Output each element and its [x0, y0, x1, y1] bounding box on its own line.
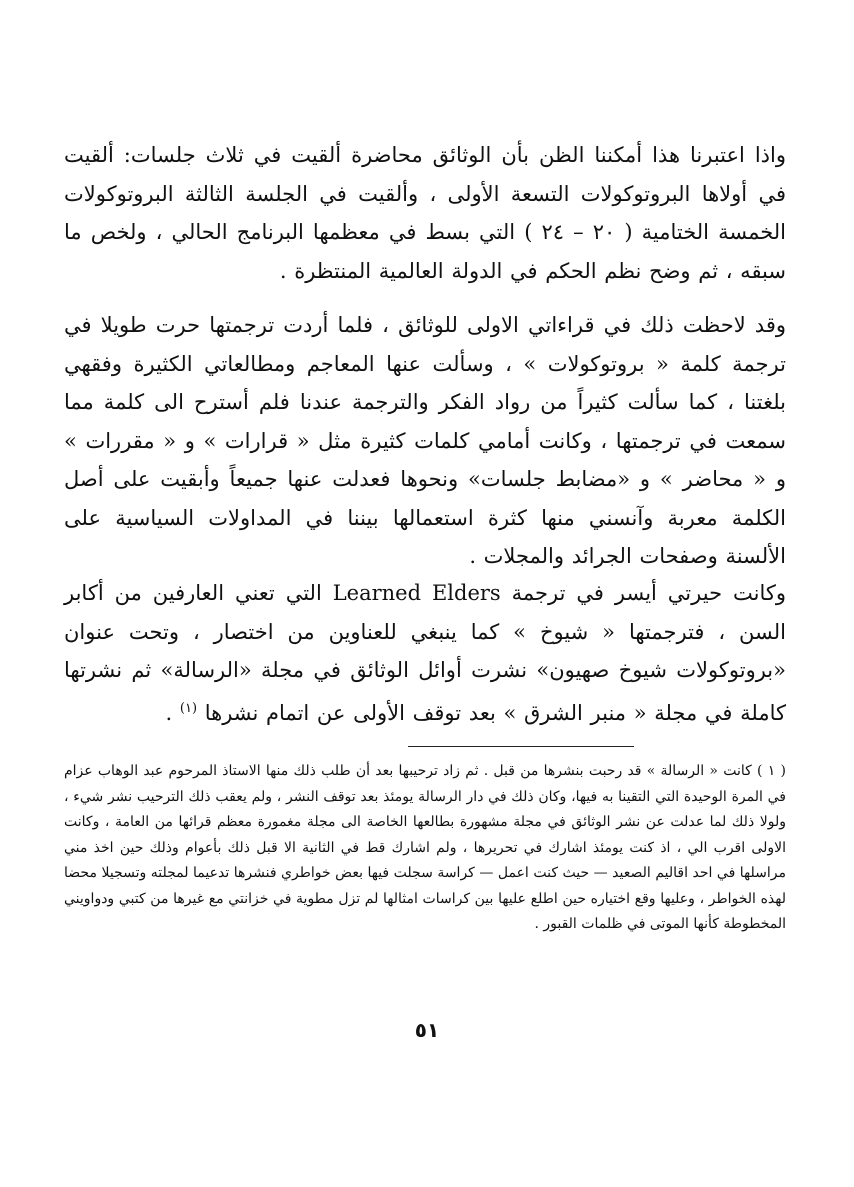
- page-number: ٥١: [414, 1018, 440, 1042]
- paragraph-3-end: .: [165, 700, 180, 725]
- paragraph-3: [64, 574, 786, 732]
- paragraph-3-text: وكانت حيرتي أيسر في ترجمة Learned Elders التي تعني العارفين من أكابر السن ، فترجمتها « شيوخ » كما ينبغي للعناوين من اختصار ، وتحت عنوان «بروتوكولات شيوخ صهيون» نشرت أوائل الوثائق في مجلة «الرسالة» ثم نشرتها كاملة في مجلة « منبر الشرق » بعد توقف الأولى عن اتمام نشرها: [64, 581, 786, 725]
- paragraph-2: وقد لاحظت ذلك في قراءاتي الاولى للوثائق ، فلما أردت ترجمتها حرت طويلا في ترجمة كلمة « بروتوكولات » ، وسألت عنها المعاجم ومطالعاتي الكثيرة وفقهي بلغتنا ، كما سألت كثيراً من رواد الفكر والترجمة عندنا فلم أسترح الى كلمة مما سمعت في ترجمتها ، وكانت أمامي كلمات كثيرة مثل « قرارات » و « مقررات » و « محاضر » و «مضابط جلسات» ونحوها فعدلت عنها جميعاً وأبقيت على أصل الكلمة معربة وآنسني منها كثرة استعمالها بيننا في المداولات السياسية على الألسنة وصفحات الجرائد والمجلات .: [64, 313, 786, 568]
- footnote-text: ( ١ ) كانت « الرسالة » قد رحبت بنشرها من قبل . ثم زاد ترحيبها بعد أن طلب ذلك منها الاستاذ المرحوم عبد الوهاب عزام في المرة الوحيدة التي التقينا به فيها، وكان ذلك في دار الرسالة يومئذ بعد توقف النشر ، ولم يعقب ذلك الترحيب نشر شيء ، ولولا ذلك لما عدلت عن نشر الوثائق في مجلة مشهورة بطالعها الخاصة الى مجلة مغمورة معظم قرائها من العامة ، وكانت الاولى اقرب الي ، اذ كنت يومئذ اشارك في تحريرها ، ولم اشارك قط في الثانية الا قبل ذلك بأعوام وذلك حين اخذ مني مراسلها في احد اقاليم الصعيد — حيث كنت اعمل — كراسة سجلت فيها بعض خواطري فنشرها تدعيما لمجلته وتسجيلا محضا لهذه الخواطر ، وعليها وقع اختياره حين اطلع عليها بين كراسات امثالها لم تزل مطوية في خزانتي مع غيرها من كتبي ودواويني المخطوطة كأنها الموتى في ظلمات القبور .: [64, 763, 787, 932]
- paragraph-1: واذا اعتبرنا هذا أمكننا الظن بأن الوثائق محاضرة ألقيت في ثلاث جلسات: ألقيت في أولاها البروتوكولات التسعة الأولى ، وألقيت في الجلسة الثالثة البروتوكولات الخمسة الختامية ( ٢٠ – ٢٤ ) التي بسط في معظمها البرنامج الحالي ، ولخص ما سبقه ، ثم وضح نظم الحكم في الدولة العالمية المنتظرة .: [64, 143, 786, 283]
- footnote-reference: (١): [179, 700, 198, 716]
- footnote-divider: [408, 746, 634, 747]
